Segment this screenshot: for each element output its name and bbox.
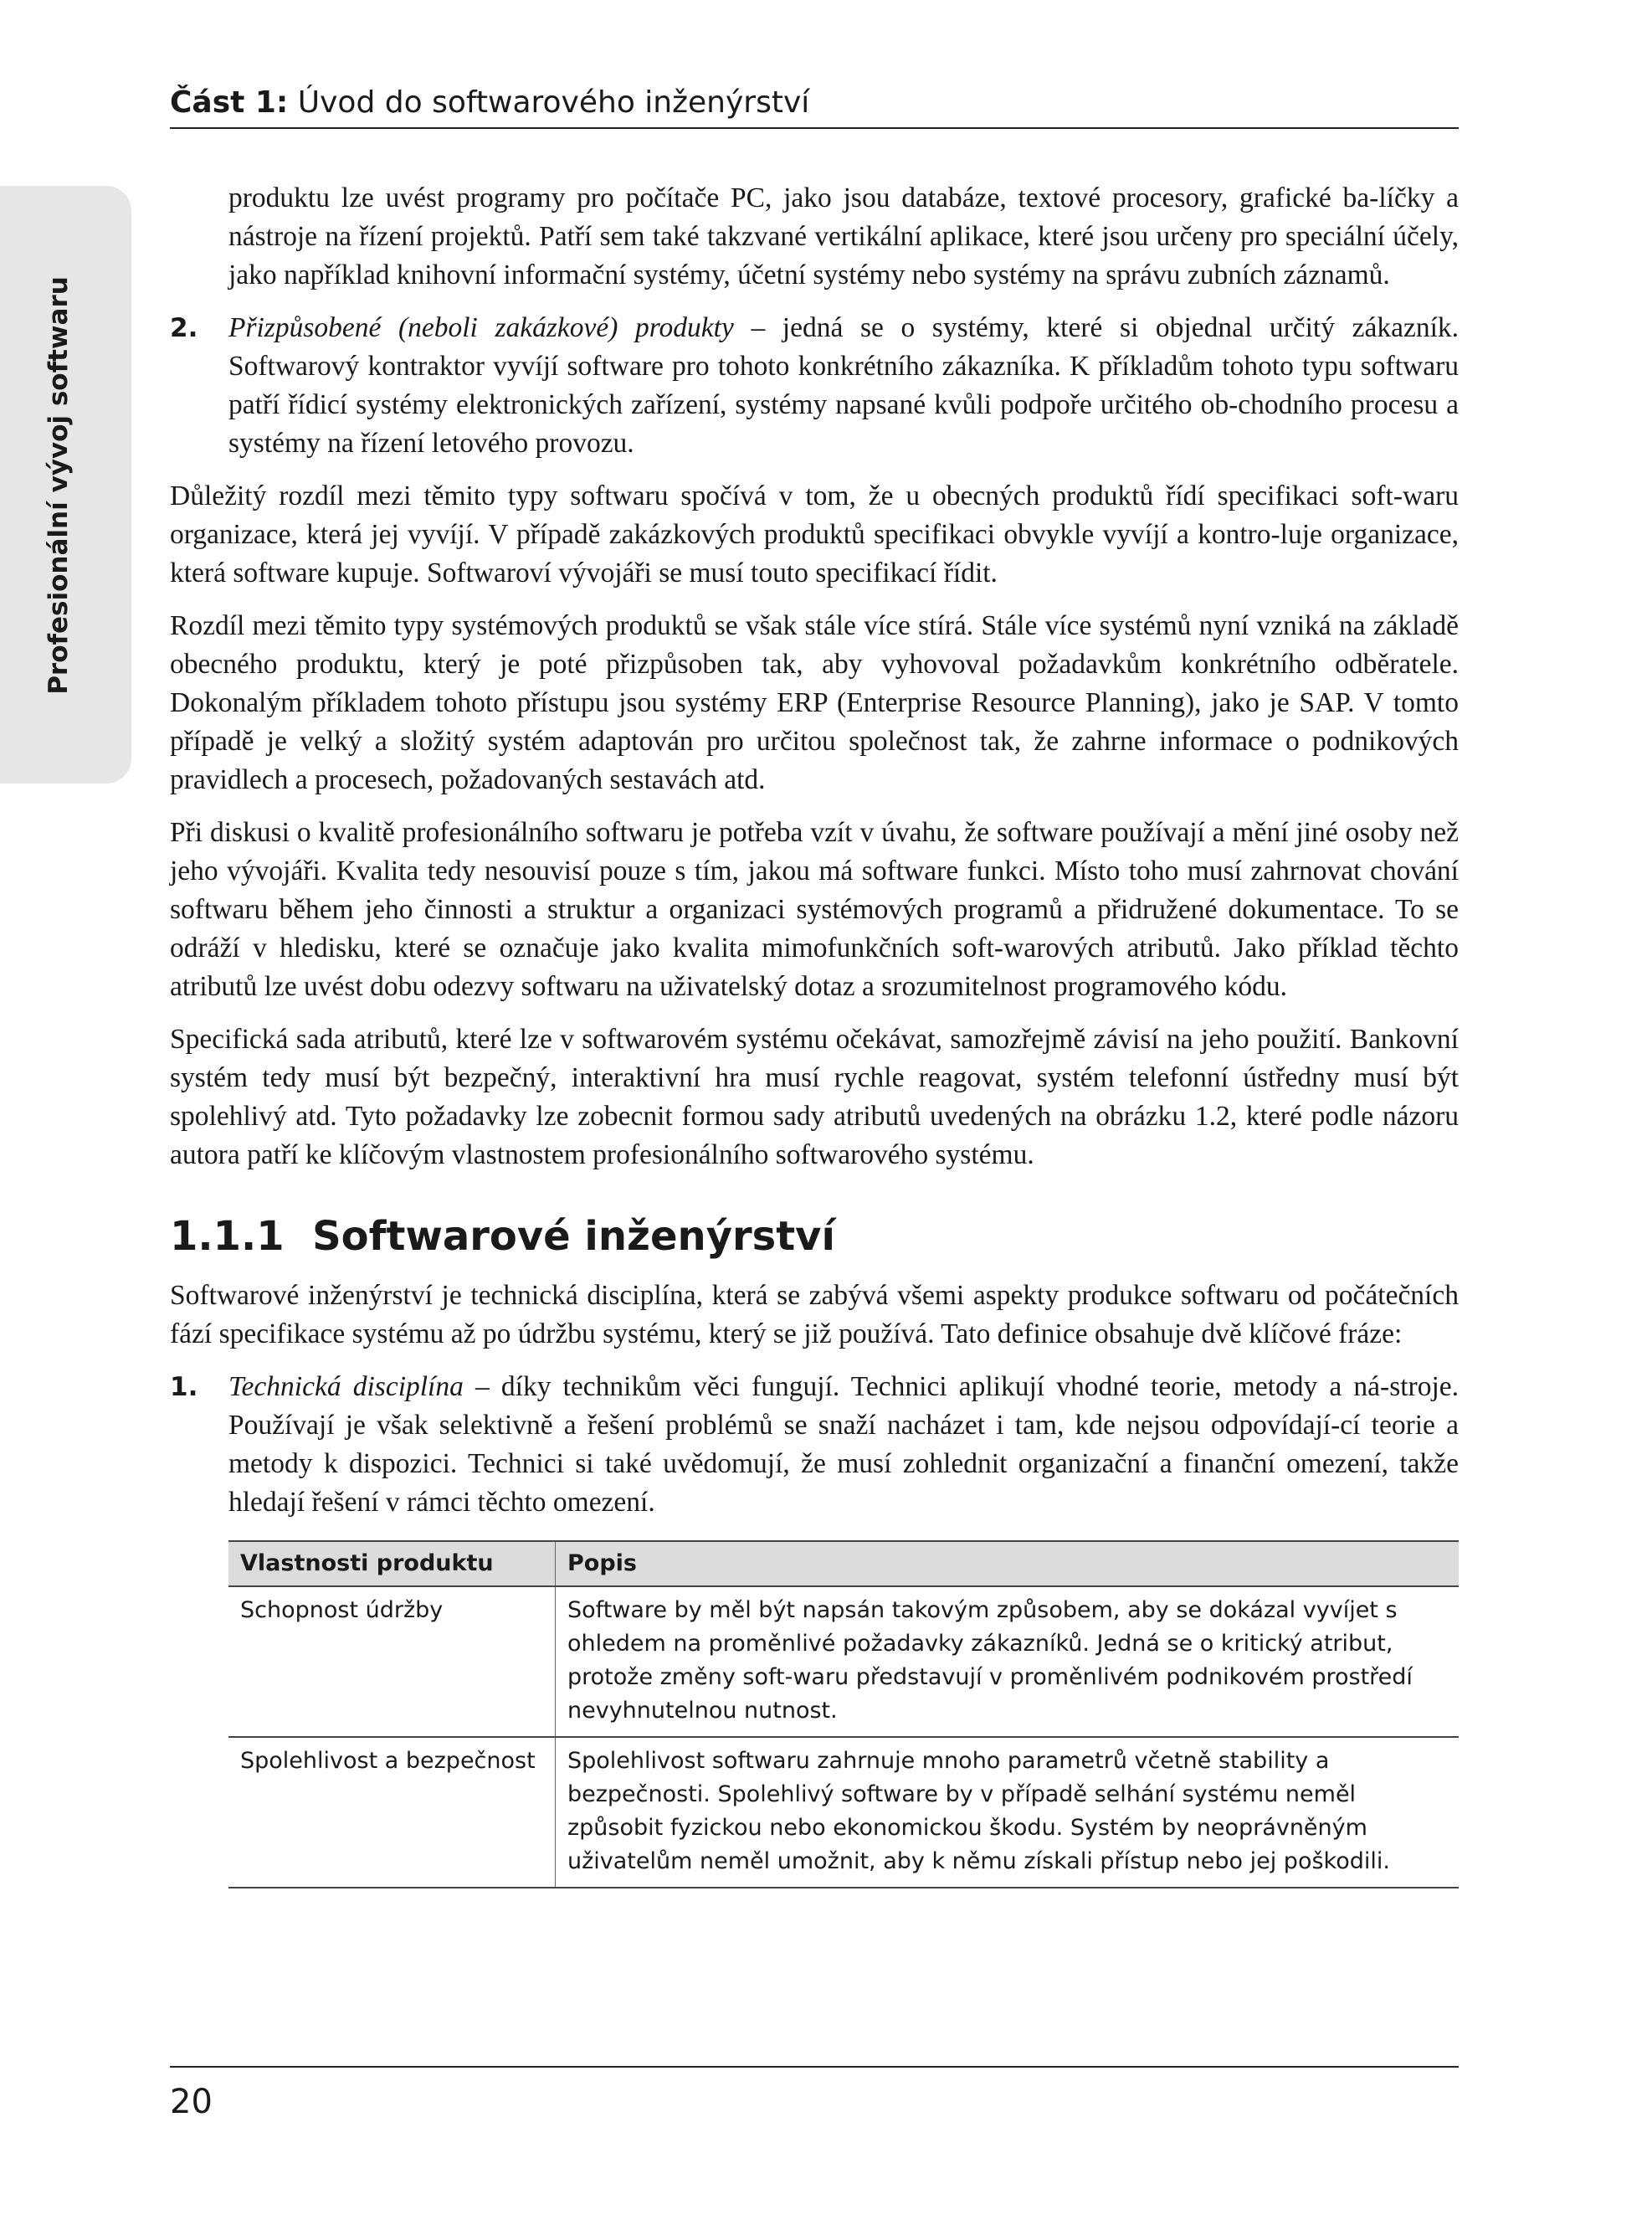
table-header-cell: Vlastnosti produktu — [228, 1541, 556, 1586]
list-item-2 — [170, 309, 1459, 463]
table-cell-description: Software by měl být napsán takovým způsobem, aby se dokázal vyvíjet s ohledem na proměnlivé požadavky zákazníků. Jedná se o kritický atribut, protože změny soft-waru představují v proměnlivém podnikovém prostředí nevyhnutelnou nutnost. — [556, 1586, 1460, 1737]
table-cell-property: Spolehlivost a bezpečnost — [228, 1737, 556, 1888]
paragraph-1: Důležitý rozdíl mezi těmito typy softwaru spočívá v tom, že u obecných produktů řídí specifikaci soft-waru organizace, která jej vyvíjí. V případě zakázkových produktů specifikaci obvykle vyvíjí a kontro-luje organizace, která software kupuje. Softwaroví vývojáři se musí touto specifikací řídit. — [170, 480, 1459, 588]
table-row — [228, 1737, 1459, 1888]
section-number: 1.1.1 — [170, 1213, 285, 1260]
part-title: Úvod do softwarového inženýrství — [288, 85, 810, 120]
paragraph-3: Při diskusi o kvalitě profesionálního softwaru je potřeba vzít v úvahu, že software používají a mění jiné osoby než jeho vývojáři. Kvalita tedy nesouvisí pouze s tím, jakou má software funkci. Místo toho musí zahrnovat chování softwaru během jeho činnosti a struktur a organizaci systémových programů a přidružené dokumentace. To se odráží v hledisku, které se označuje jako kvalita mimofunkčních soft-warových atributů. Jako příklad těchto atributů lze uvést dobu odezvy softwaru na uživatelský dotaz a srozumitelnost programového kódu. — [170, 817, 1459, 1002]
section-heading — [170, 1211, 1459, 1262]
list-text: – jedná se o systémy, které si objednal určitý zákazník. Softwarový kontraktor vyvíjí software pro tohoto konkrétního zákazníka. K příkladům tohoto typu softwaru patří řídicí systémy elektronických zařízení, systémy napsané kvůli podpoře určitého ob-chodního procesu a systémy na řízení letového provozu. — [228, 312, 1459, 459]
list-term: Technická disciplína — [228, 1371, 464, 1402]
list-number: 2. — [170, 313, 198, 343]
table-row — [228, 1586, 1459, 1737]
part-label: Část 1: — [170, 85, 289, 120]
side-tab-label: Profesionální vývoj softwaru — [44, 276, 74, 695]
continued-list-item: produktu lze uvést programy pro počítače PC, jako jsou databáze, textové procesory, grafické ba-líčky a nástroje na řízení projektů. Patří sem také takzvané vertikální aplikace, které jsou určeny pro speciální účely, jako například knihovní informační systémy, účetní systémy nebo systémy na správu zubních záznamů. — [228, 182, 1459, 290]
page-content — [170, 179, 1459, 1888]
table-cell-description: Spolehlivost softwaru zahrnuje mnoho parametrů včetně stability a bezpečnosti. Spolehlivý software by v případě selhání systému neměl způsobit fyzickou nebo ekonomickou škodu. Systém by neoprávněným uživatelům neměl umožnit, aby k němu získali přístup nebo jej poškodili. — [556, 1737, 1460, 1888]
table-cell-property: Schopnost údržby — [228, 1586, 556, 1737]
running-header — [170, 82, 1459, 129]
list-number: 1. — [170, 1372, 198, 1402]
section-intro: Softwarové inženýrství je technická disciplína, která se zabývá všemi aspekty produkce softwaru od počátečních fází specifikace systému až po údržbu systému, který se již používá. Tato definice obsahuje dvě klíčové fráze: — [170, 1280, 1459, 1349]
footer-rule — [170, 2066, 1459, 2068]
table-header-cell: Popis — [556, 1541, 1460, 1586]
paragraph-2: Rozdíl mezi těmito typy systémových produktů se však stále více stírá. Stále více systémů nyní vzniká na základě obecného produktu, který je poté přizpůsoben tak, aby vyhovoval požadavkům konkrétního odběratele. Dokonalým příkladem tohoto přístupu jsou systémy ERP (Enterprise Resource Planning), jako je SAP. V tomto případě je velký a složitý systém adaptován pro určitou společnost tak, že zahrne informace o podnikových pravidlech a procesech, požadovaných sestavách atd. — [170, 610, 1459, 795]
list-term: Přizpůsobené (neboli zakázkové) produkty — [228, 312, 734, 343]
product-properties-table — [228, 1540, 1459, 1888]
table-header-row — [228, 1541, 1459, 1586]
list-text: – díky technikům věci fungují. Technici aplikují vhodné teorie, metody a ná-stroje. Používají je však selektivně a řešení problémů se snaží nacházet i tam, kde nejsou odpovídají-cí teorie a metody k dispozici. Technici si také uvědomují, že musí zohlednit organizační a finanční omezení, takže hledají řešení v rámci těchto omezení. — [228, 1371, 1459, 1518]
section-title: Softwarové inženýrství — [312, 1213, 835, 1260]
paragraph-4: Specifická sada atributů, které lze v softwarovém systému očekávat, samozřejmě závisí na jeho použití. Bankovní systém tedy musí být bezpečný, interaktivní hra musí rychle reagovat, systém telefonní ústředny musí být spolehlivý atd. Tyto požadavky lze zobecnit formou sady atributů uvedených na obrázku 1.2, které podle názoru autora patří ke klíčovým vlastnostem profesionálního softwarového systému. — [170, 1024, 1459, 1170]
list-item-1 — [170, 1368, 1459, 1522]
page-number: 20 — [170, 2083, 213, 2121]
